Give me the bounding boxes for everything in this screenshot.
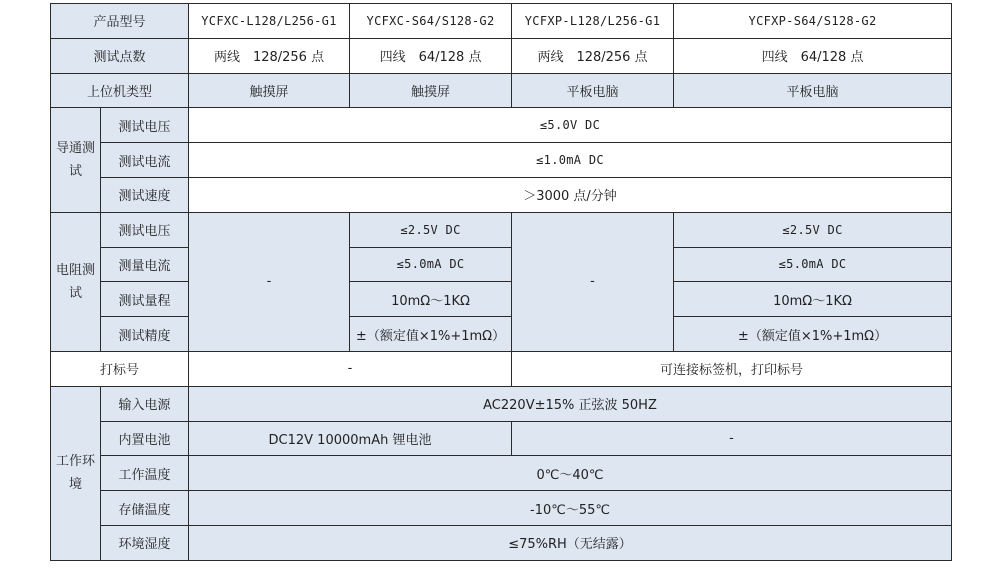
points-cell: 四线 64/128 点: [674, 38, 952, 73]
battery-right: -: [512, 421, 952, 456]
model-cell: YCFXC-L128/L256-G1: [189, 4, 350, 39]
conduction-current-value: ≤1.0mA DC: [189, 143, 952, 178]
host-row: [51, 73, 952, 108]
conduction-row: [51, 108, 952, 143]
resistance-row: [51, 247, 952, 282]
power-label: 输入电源: [101, 386, 189, 421]
points-cell: 两线 128/256 点: [512, 38, 674, 73]
environment-row: [51, 421, 952, 456]
environment-row: [51, 525, 952, 560]
resistance-voltage-g2: ≤2.5V DC: [350, 212, 512, 247]
model-cell: YCFXP-S64/S128-G2: [674, 4, 952, 39]
model-header: 产品型号: [51, 4, 189, 39]
conduction-voltage-value: ≤5.0V DC: [189, 108, 952, 143]
points-header: 测试点数: [51, 38, 189, 73]
resistance-na-left: -: [189, 212, 350, 351]
battery-left: DC12V 10000mAh 锂电池: [189, 421, 512, 456]
resistance-voltage-label: 测试电压: [101, 212, 189, 247]
resistance-na-right: -: [512, 212, 674, 351]
conduction-group-label: 导通测试: [51, 108, 101, 212]
environment-row: [51, 456, 952, 491]
battery-label: 内置电池: [101, 421, 189, 456]
host-header: 上位机类型: [51, 73, 189, 108]
host-cell: 触摸屏: [189, 73, 350, 108]
resistance-accuracy-g4: ±（额定值×1%+1mΩ）: [674, 317, 952, 352]
environment-row: [51, 386, 952, 421]
work-temp-value: 0℃～40℃: [189, 456, 952, 491]
resistance-current-g4: ≤5.0mA DC: [674, 247, 952, 282]
model-cell: YCFXP-L128/L256-G1: [512, 4, 674, 39]
resistance-row: [51, 317, 952, 352]
resistance-current-g2: ≤5.0mA DC: [350, 247, 512, 282]
resistance-accuracy-label: 测试精度: [101, 317, 189, 352]
model-cell: YCFXC-S64/S128-G2: [350, 4, 512, 39]
work-temp-label: 工作温度: [101, 456, 189, 491]
points-cell: 四线 64/128 点: [350, 38, 512, 73]
conduction-speed-label: 测试速度: [101, 177, 189, 212]
environment-row: [51, 491, 952, 526]
marking-label: 打标号: [51, 351, 189, 386]
storage-temp-label: 存储温度: [101, 491, 189, 526]
conduction-speed-value: ＞3000 点/分钟: [189, 177, 952, 212]
resistance-range-label: 测试量程: [101, 282, 189, 317]
resistance-current-label: 测量电流: [101, 247, 189, 282]
marking-left: -: [189, 351, 512, 386]
points-cell: 两线 128/256 点: [189, 38, 350, 73]
conduction-voltage-label: 测试电压: [101, 108, 189, 143]
conduction-row: [51, 143, 952, 178]
host-cell: 平板电脑: [512, 73, 674, 108]
points-row: [51, 38, 952, 73]
marking-right: 可连接标签机，打印标号: [512, 351, 952, 386]
model-row: [51, 4, 952, 39]
conduction-row: [51, 177, 952, 212]
humidity-value: ≤75%RH（无结露）: [189, 525, 952, 560]
environment-group-label: 工作环境: [51, 386, 101, 560]
resistance-range-g2: 10mΩ～1KΩ: [350, 282, 512, 317]
resistance-accuracy-g2: ±（额定值×1%+1mΩ）: [350, 317, 512, 352]
spec-table: [50, 3, 952, 561]
resistance-group-label: 电阻测试: [51, 212, 101, 351]
resistance-row: [51, 282, 952, 317]
conduction-current-label: 测试电流: [101, 143, 189, 178]
resistance-row: [51, 212, 952, 247]
humidity-label: 环境湿度: [101, 525, 189, 560]
marking-row: [51, 351, 952, 386]
host-cell: 平板电脑: [674, 73, 952, 108]
resistance-range-g4: 10mΩ～1KΩ: [674, 282, 952, 317]
resistance-voltage-g4: ≤2.5V DC: [674, 212, 952, 247]
host-cell: 触摸屏: [350, 73, 512, 108]
storage-temp-value: -10℃～55℃: [189, 491, 952, 526]
power-value: AC220V±15% 正弦波 50HZ: [189, 386, 952, 421]
